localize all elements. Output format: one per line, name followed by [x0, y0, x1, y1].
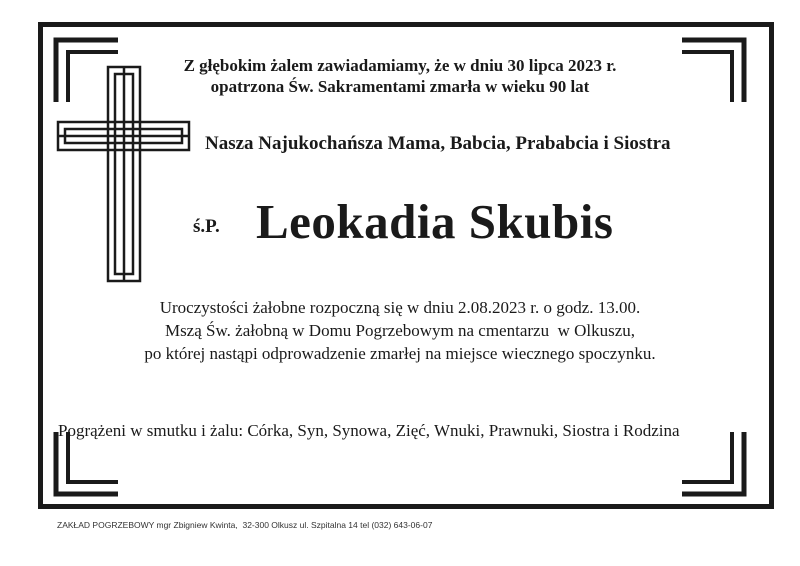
mourners-line: Pogrążeni w smutku i żalu: Córka, Syn, Synowa, Zięć, Wnuki, Prawnuki, Siostra i Rodzina — [58, 421, 680, 440]
intro-line: opatrzona Św. Sakramentami zmarła w wieku 90 lat — [210, 77, 590, 96]
name-prefix: ś.P. — [193, 216, 220, 237]
corner-ornament-icon — [48, 432, 118, 502]
corner-ornament-icon — [682, 432, 752, 502]
ceremony-line: po której nastąpi odprowadzenie zmarłej na miejsce wiecznego spoczynku. — [144, 344, 656, 363]
ceremony-line: Mszą Św. żałobną w Domu Pogrzebowym na cmentarzu w Olkuszu, — [164, 321, 636, 340]
relation-line: Nasza Najukochańsza Mama, Babcia, Prababcia i Siostra — [205, 133, 671, 154]
deceased-name: Leokadia Skubis — [256, 194, 614, 249]
cross-icon — [56, 65, 191, 283]
intro-line: Z głębokim żalem zawiadamiamy, że w dniu 30 lipca 2023 r. — [183, 56, 617, 75]
ceremony-line: Uroczystości żałobne rozpoczną się w dniu 2.08.2023 r. o godz. 13.00. — [159, 298, 641, 317]
funeral-home-footer: ZAKŁAD POGRZEBOWY mgr Zbigniew Kwinta, 32-300 Olkusz ul. Szpitalna 14 tel (032) 643-06-07 — [57, 520, 433, 530]
